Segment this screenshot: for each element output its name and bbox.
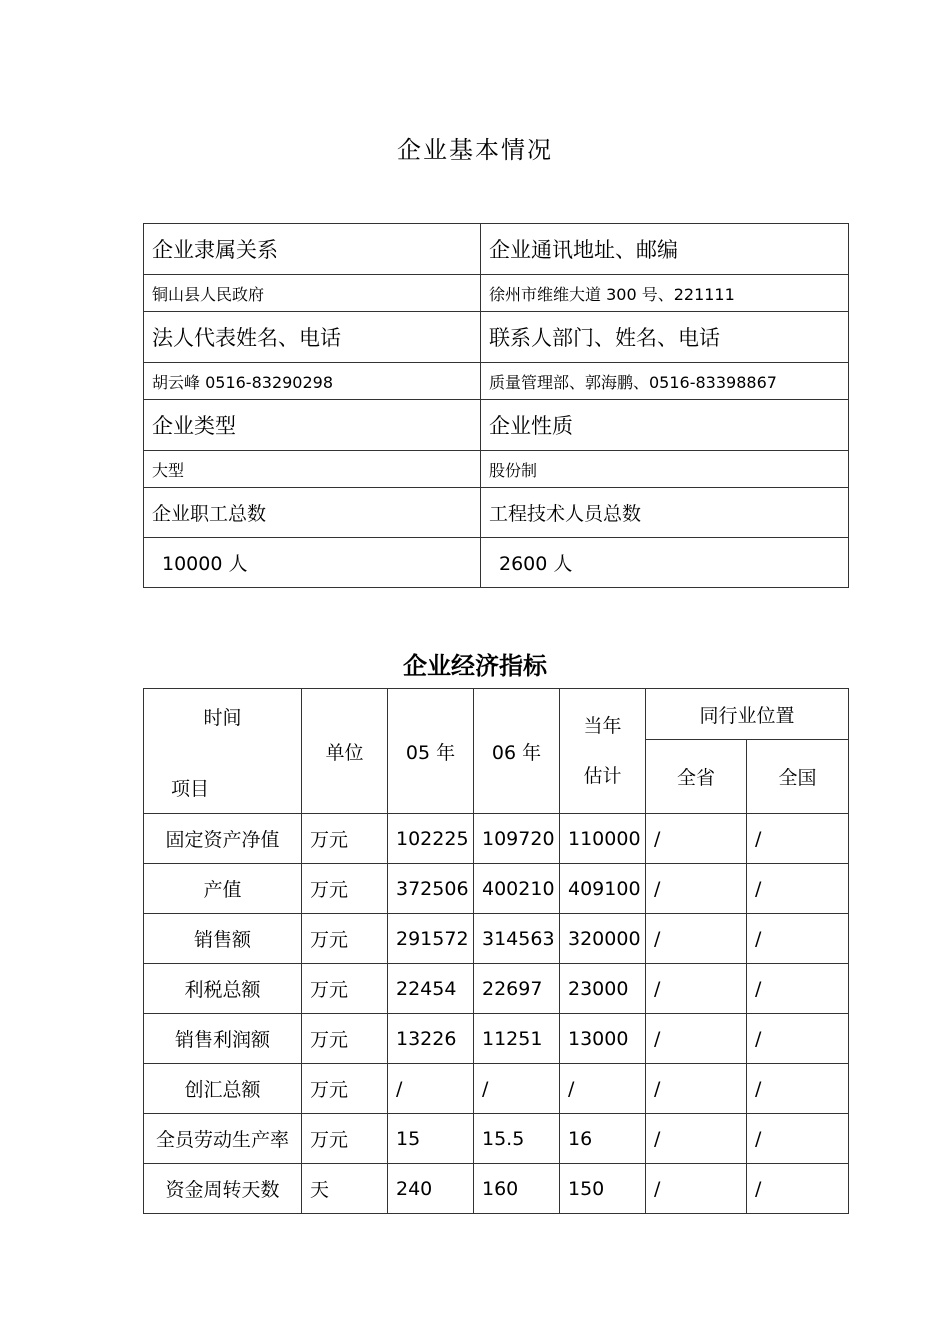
y06-cell: 400210: [474, 864, 560, 914]
company-type-value: 大型: [144, 451, 481, 488]
address-value: 徐州市维维大道 300 号、221111: [481, 275, 849, 312]
table-row: [144, 1064, 849, 1114]
country-cell: /: [747, 1014, 849, 1064]
estimate-cell: 13000: [560, 1014, 646, 1064]
unit-cell: 万元: [302, 814, 388, 864]
y06-cell: 314563: [474, 914, 560, 964]
province-cell: /: [646, 1164, 747, 1214]
estimate-cell: 409100: [560, 864, 646, 914]
estimate-cell: 110000: [560, 814, 646, 864]
page-title: 企业基本情况: [397, 136, 553, 164]
staff-total-label: 企业职工总数: [144, 488, 481, 538]
legal-rep-value: 胡云峰 0516-83290298: [144, 363, 481, 400]
table-row: [144, 451, 849, 488]
country-cell: /: [747, 864, 849, 914]
y05-cell: 15: [388, 1114, 474, 1164]
y05-cell: 22454: [388, 964, 474, 1014]
country-cell: /: [747, 1164, 849, 1214]
estimate-header-line1: 当年: [583, 715, 622, 737]
unit-cell: 万元: [302, 1064, 388, 1114]
unit-cell: 万元: [302, 1014, 388, 1064]
table-row: [144, 312, 849, 363]
table-row: [144, 914, 849, 964]
item-cell: 资金周转天数: [144, 1164, 302, 1214]
contact-label: 联系人部门、姓名、电话: [481, 312, 849, 363]
company-type-label: 企业类型: [144, 400, 481, 451]
y06-cell: /: [474, 1064, 560, 1114]
company-nature-label: 企业性质: [481, 400, 849, 451]
address-label: 企业通讯地址、邮编: [481, 224, 849, 275]
country-header: 全国: [747, 740, 849, 814]
province-cell: /: [646, 1014, 747, 1064]
table-row: [144, 400, 849, 451]
affiliation-label: 企业隶属关系: [144, 224, 481, 275]
table-row: [144, 864, 849, 914]
engineers-total-label: 工程技术人员总数: [481, 488, 849, 538]
item-cell: 利税总额: [144, 964, 302, 1014]
table-row: [144, 275, 849, 312]
y05-cell: 13226: [388, 1014, 474, 1064]
y05-cell: 102225: [388, 814, 474, 864]
country-cell: /: [747, 914, 849, 964]
item-cell: 销售额: [144, 914, 302, 964]
table-row: [144, 1014, 849, 1064]
item-cell: 固定资产净值: [144, 814, 302, 864]
time-header: 时间: [203, 707, 242, 729]
country-cell: /: [747, 814, 849, 864]
basic-info-table: [143, 223, 849, 588]
table-row: [144, 363, 849, 400]
table-row: [144, 538, 849, 588]
unit-cell: 天: [302, 1164, 388, 1214]
industry-position-header: 同行业位置: [646, 689, 849, 740]
y06-cell: 11251: [474, 1014, 560, 1064]
y05-cell: 291572: [388, 914, 474, 964]
province-header: 全省: [646, 740, 747, 814]
time-item-header: [144, 689, 302, 814]
estimate-cell: /: [560, 1064, 646, 1114]
province-cell: /: [646, 814, 747, 864]
y05-header: 05 年: [388, 689, 474, 814]
province-cell: /: [646, 864, 747, 914]
item-cell: 创汇总额: [144, 1064, 302, 1114]
country-cell: /: [747, 1064, 849, 1114]
estimate-cell: 16: [560, 1114, 646, 1164]
y06-cell: 15.5: [474, 1114, 560, 1164]
econ-title: 企业经济指标: [403, 652, 547, 680]
y06-cell: 109720: [474, 814, 560, 864]
unit-cell: 万元: [302, 964, 388, 1014]
country-cell: /: [747, 964, 849, 1014]
estimate-header-line2: 估计: [583, 765, 622, 787]
econ-indicators-table: [143, 688, 849, 1214]
engineers-total-value: 2600 人: [481, 538, 849, 588]
staff-total-value: 10000 人: [144, 538, 481, 588]
estimate-cell: 150: [560, 1164, 646, 1214]
unit-header: 单位: [302, 689, 388, 814]
y05-cell: 240: [388, 1164, 474, 1214]
table-row: [144, 488, 849, 538]
estimate-cell: 23000: [560, 964, 646, 1014]
y05-cell: 372506: [388, 864, 474, 914]
item-cell: 销售利润额: [144, 1014, 302, 1064]
province-cell: /: [646, 964, 747, 1014]
legal-rep-label: 法人代表姓名、电话: [144, 312, 481, 363]
table-row: [144, 224, 849, 275]
item-cell: 全员劳动生产率: [144, 1114, 302, 1164]
unit-cell: 万元: [302, 1114, 388, 1164]
contact-value: 质量管理部、郭海鹏、0516-83398867: [481, 363, 849, 400]
table-row: [144, 1114, 849, 1164]
province-cell: /: [646, 1064, 747, 1114]
item-header: 项目: [171, 778, 210, 800]
company-nature-value: 股份制: [481, 451, 849, 488]
estimate-header: [560, 689, 646, 814]
header-row: [144, 689, 849, 740]
province-cell: /: [646, 1114, 747, 1164]
y06-cell: 160: [474, 1164, 560, 1214]
estimate-cell: 320000: [560, 914, 646, 964]
province-cell: /: [646, 914, 747, 964]
unit-cell: 万元: [302, 914, 388, 964]
affiliation-value: 铜山县人民政府: [144, 275, 481, 312]
y06-cell: 22697: [474, 964, 560, 1014]
table-row: [144, 964, 849, 1014]
table-row: [144, 1164, 849, 1214]
unit-cell: 万元: [302, 864, 388, 914]
item-cell: 产值: [144, 864, 302, 914]
y05-cell: /: [388, 1064, 474, 1114]
country-cell: /: [747, 1114, 849, 1164]
table-row: [144, 814, 849, 864]
y06-header: 06 年: [474, 689, 560, 814]
